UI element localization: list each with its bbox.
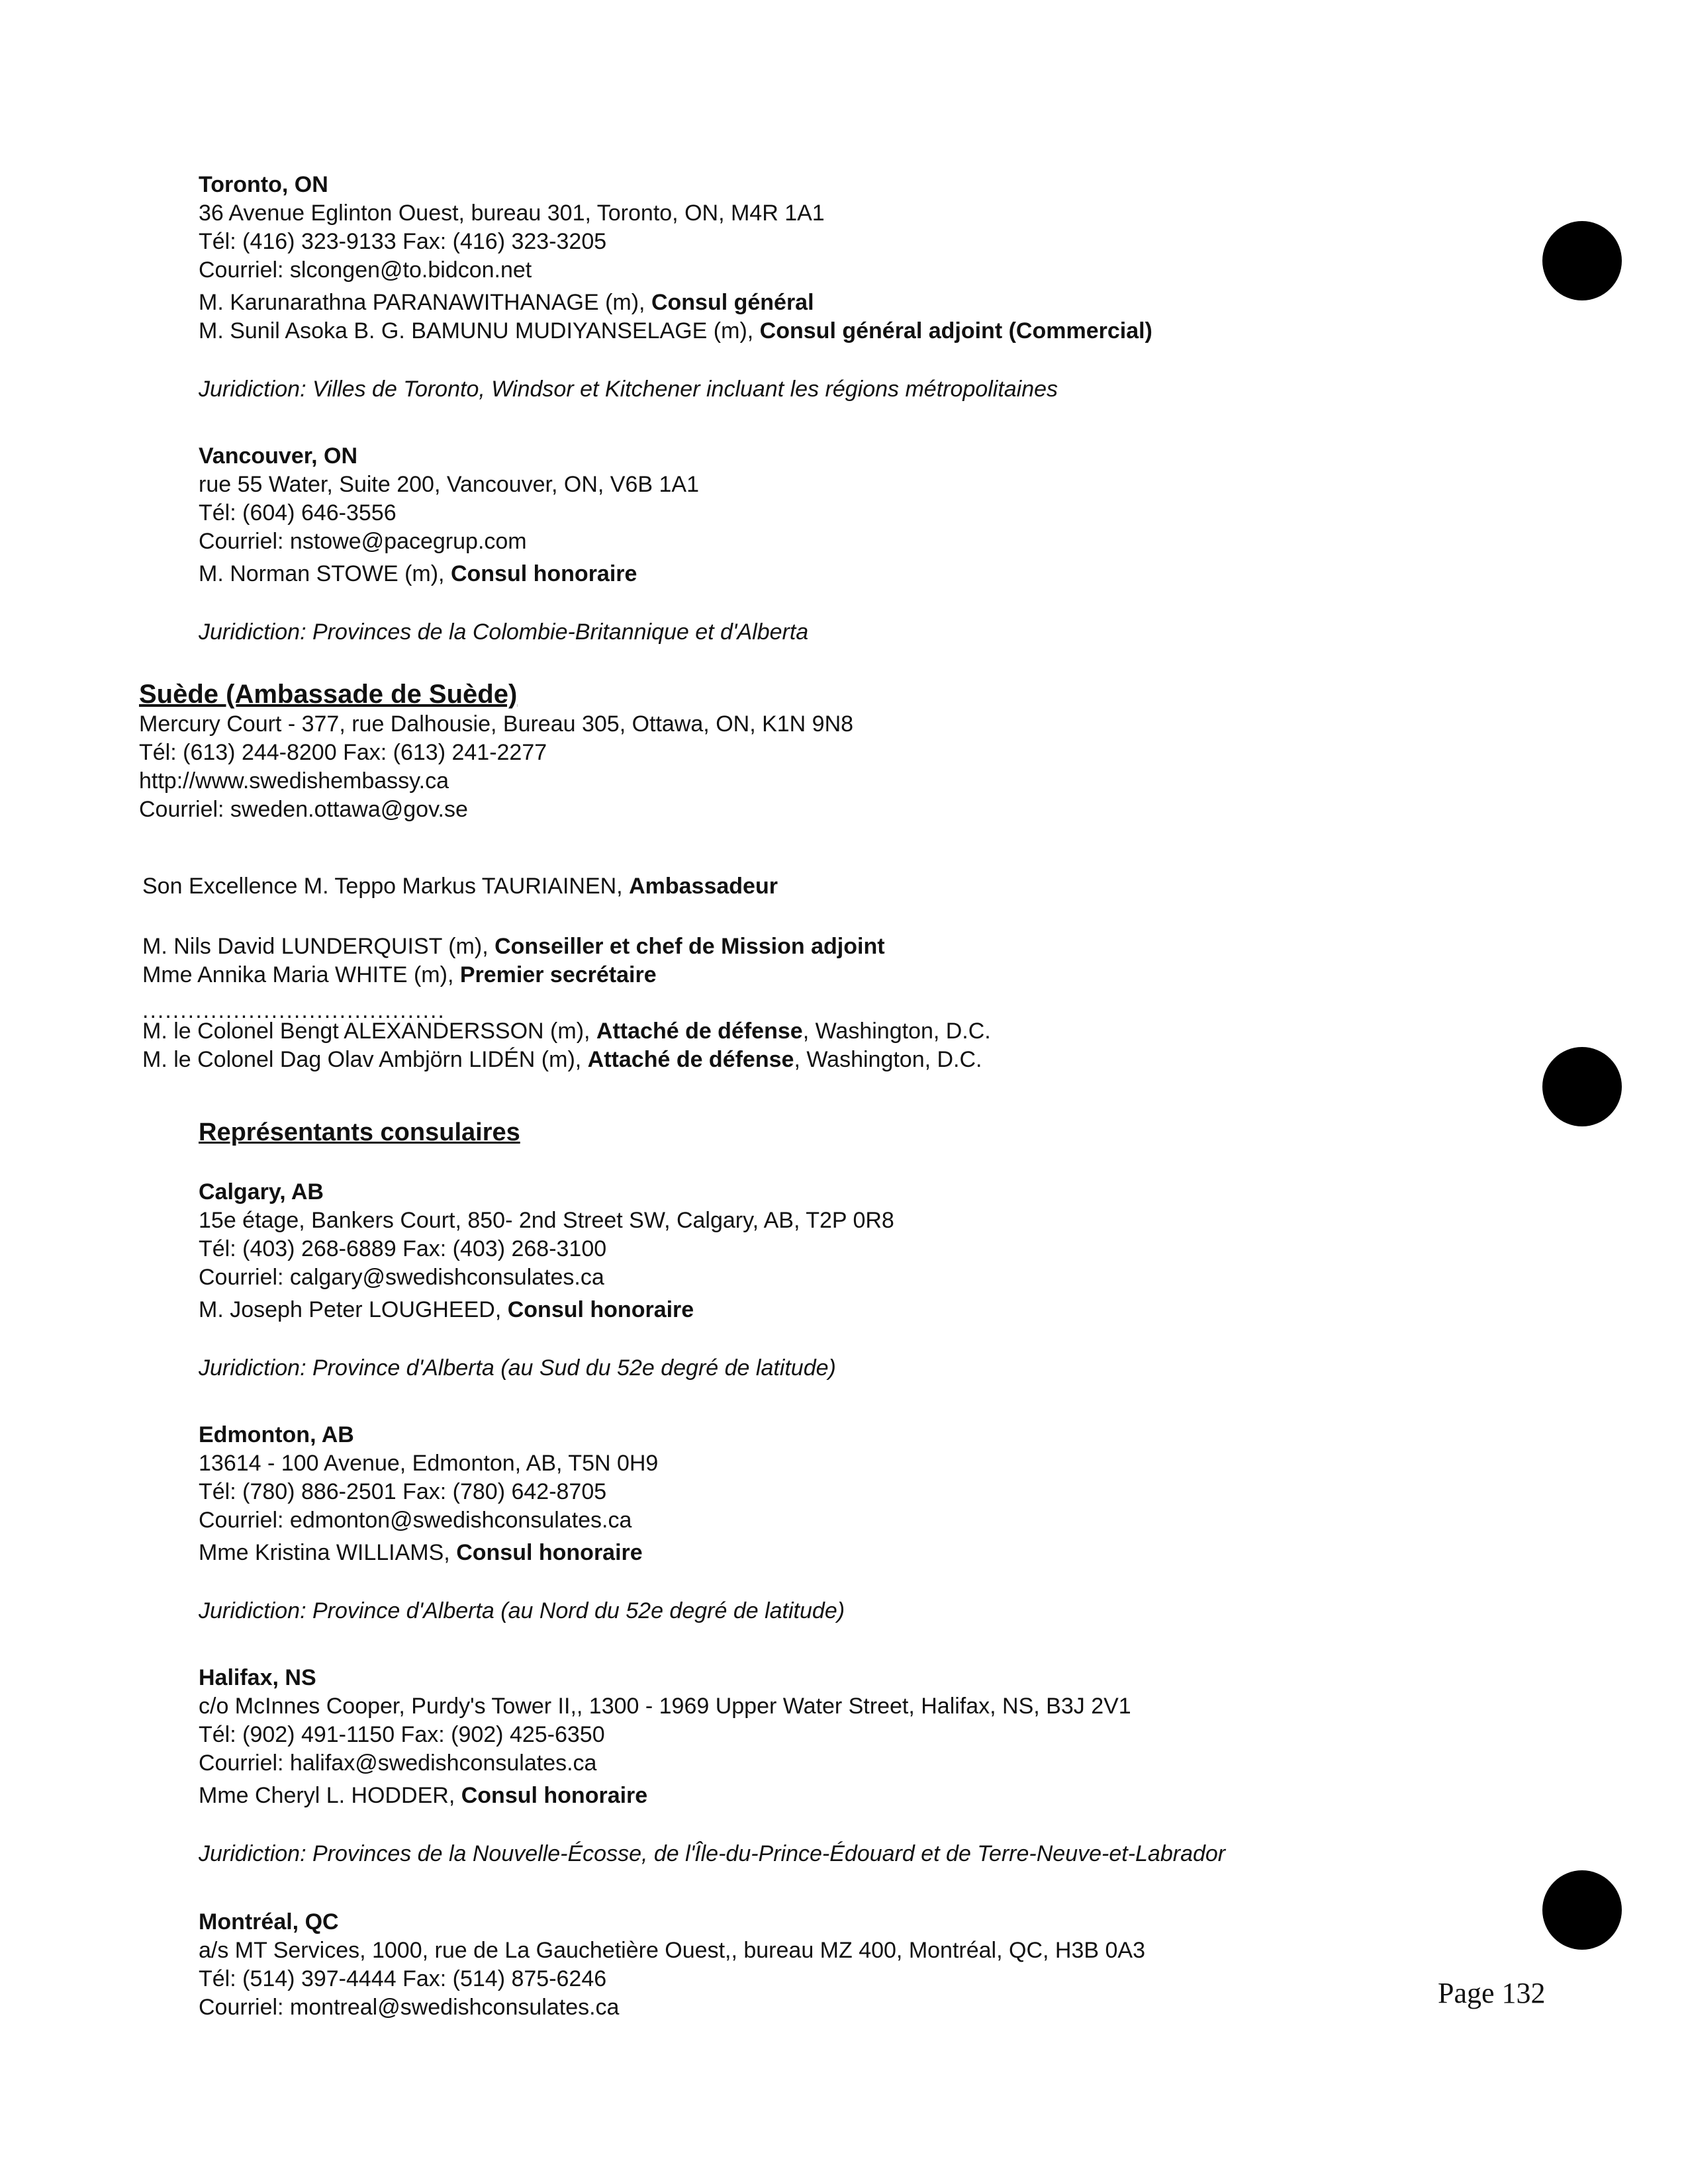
address: c/o McInnes Cooper, Purdy's Tower II,, 1300 - 1969 Upper Water Street, Halifax, NS, B3J 2V1 [199, 1694, 1131, 1719]
person-title: Conseiller et chef de Mission adjoint [494, 934, 885, 959]
edmonton-section [199, 1421, 845, 1625]
attache-entry [142, 1017, 991, 1046]
person-name: M. Norman STOWE (m), [199, 561, 451, 586]
punch-hole-bottom [1542, 1870, 1622, 1950]
email: Courriel: nstowe@pacegrup.com [199, 529, 527, 554]
person-title: Consul honoraire [450, 561, 637, 586]
jurisdiction: Juridiction: Province d'Alberta (au Sud du 52e degré de latitude) [199, 1355, 836, 1381]
person-name: Mme Cheryl L. HODDER, [199, 1783, 461, 1808]
city-heading: Calgary, AB [199, 1179, 324, 1205]
person-title: Consul honoraire [507, 1297, 694, 1322]
person-name: M. Karunarathna PARANAWITHANAGE (m), [199, 290, 651, 315]
attache-entry [142, 1046, 991, 1074]
sweden-embassy-section [139, 678, 853, 824]
person-title: Premier secrétaire [459, 962, 657, 987]
person-title: Attaché de défense [587, 1047, 794, 1072]
email: Courriel: halifax@swedishconsulates.ca [199, 1751, 597, 1776]
phone: Tél: (604) 646-3556 [199, 500, 397, 525]
person-name: Son Excellence M. Teppo Markus TAURIAINEN, [142, 874, 630, 899]
vancouver-section [199, 442, 808, 647]
phone-fax: Tél: (902) 491-1150 Fax: (902) 425-6350 [199, 1722, 605, 1747]
email: Courriel: edmonton@swedishconsulates.ca [199, 1508, 632, 1533]
person-title: Attaché de défense [596, 1019, 803, 1044]
address: 15e étage, Bankers Court, 850- 2nd Street SW, Calgary, AB, T2P 0R8 [199, 1208, 894, 1233]
address: 36 Avenue Eglinton Ouest, bureau 301, Toronto, ON, M4R 1A1 [199, 201, 825, 226]
punch-hole-top [1542, 221, 1622, 300]
sweden-staff [142, 872, 991, 1074]
calgary-section [199, 1178, 894, 1383]
consular-heading: Représentants consulaires [199, 1118, 520, 1146]
person-entry [199, 1539, 845, 1567]
person-entry [199, 1782, 1225, 1810]
person-entry [199, 560, 808, 588]
person-title: Consul général [651, 290, 814, 315]
city-heading: Edmonton, AB [199, 1422, 354, 1447]
website: http://www.swedishembassy.ca [139, 768, 449, 794]
city-heading: Toronto, ON [199, 172, 328, 197]
jurisdiction: Juridiction: Provinces de la Colombie-Britannique et d'Alberta [199, 619, 809, 645]
staff-entry [142, 933, 991, 961]
phone-fax: Tél: (613) 244-8200 Fax: (613) 241-2277 [139, 740, 547, 765]
person-entry [199, 289, 1152, 317]
person-title: Consul général adjoint (Commercial) [759, 318, 1152, 343]
address: Mercury Court - 377, rue Dalhousie, Bureau 305, Ottawa, ON, K1N 9N8 [139, 711, 854, 737]
toronto-section [199, 171, 1152, 404]
person-name: M. le Colonel Bengt ALEXANDERSSON (m), [142, 1019, 596, 1044]
person-entry [199, 317, 1152, 345]
person-title: Ambassadeur [629, 874, 778, 899]
person-name: M. le Colonel Dag Olav Ambjörn LIDÉN (m), [142, 1047, 588, 1072]
jurisdiction: Juridiction: Villes de Toronto, Windsor et Kitchener incluant les régions métropolitaines [199, 377, 1058, 402]
dotted-separator: ........................................ [142, 998, 445, 1023]
montreal-section [199, 1908, 1145, 2022]
city-heading: Montréal, QC [199, 1909, 339, 1934]
email: Courriel: slcongen@to.bidcon.net [199, 257, 532, 283]
email: Courriel: montreal@swedishconsulates.ca [199, 1995, 620, 2020]
address: rue 55 Water, Suite 200, Vancouver, ON, V6B 1A1 [199, 472, 699, 497]
person-name: Mme Kristina WILLIAMS, [199, 1540, 457, 1565]
phone-fax: Tél: (416) 323-9133 Fax: (416) 323-3205 [199, 229, 607, 254]
email: Courriel: sweden.ottawa@gov.se [139, 797, 468, 822]
person-title: Consul honoraire [456, 1540, 643, 1565]
jurisdiction: Juridiction: Province d'Alberta (au Nord du 52e degré de latitude) [199, 1598, 845, 1623]
city-heading: Vancouver, ON [199, 443, 357, 469]
phone-fax: Tél: (403) 268-6889 Fax: (403) 268-3100 [199, 1236, 607, 1261]
person-entry [199, 1296, 894, 1324]
country-heading: Suède (Ambassade de Suède) [139, 680, 518, 709]
person-name: M. Sunil Asoka B. G. BAMUNU MUDIYANSELAGE (m), [199, 318, 760, 343]
ambassador-entry [142, 872, 991, 901]
punch-hole-middle [1542, 1047, 1622, 1126]
person-name: M. Nils David LUNDERQUIST (m), [142, 934, 495, 959]
location-suffix: , Washington, D.C. [802, 1019, 991, 1044]
phone-fax: Tél: (780) 886-2501 Fax: (780) 642-8705 [199, 1479, 607, 1504]
address: a/s MT Services, 1000, rue de La Gauchetière Ouest,, bureau MZ 400, Montréal, QC, H3B 0A3 [199, 1938, 1145, 1963]
person-name: M. Joseph Peter LOUGHEED, [199, 1297, 508, 1322]
phone-fax: Tél: (514) 397-4444 Fax: (514) 875-6246 [199, 1966, 607, 1991]
email: Courriel: calgary@swedishconsulates.ca [199, 1265, 604, 1290]
address: 13614 - 100 Avenue, Edmonton, AB, T5N 0H9 [199, 1451, 659, 1476]
halifax-section [199, 1664, 1225, 1868]
location-suffix: , Washington, D.C. [794, 1047, 982, 1072]
staff-entry [142, 961, 991, 989]
person-title: Consul honoraire [461, 1783, 648, 1808]
jurisdiction: Juridiction: Provinces de la Nouvelle-Écosse, de l'Île-du-Prince-Édouard et de Terre-Neuve-et-Labrador [199, 1841, 1226, 1866]
person-name: Mme Annika Maria WHITE (m), [142, 962, 460, 987]
page-number: Page 132 [1438, 1977, 1546, 2009]
city-heading: Halifax, NS [199, 1665, 316, 1690]
